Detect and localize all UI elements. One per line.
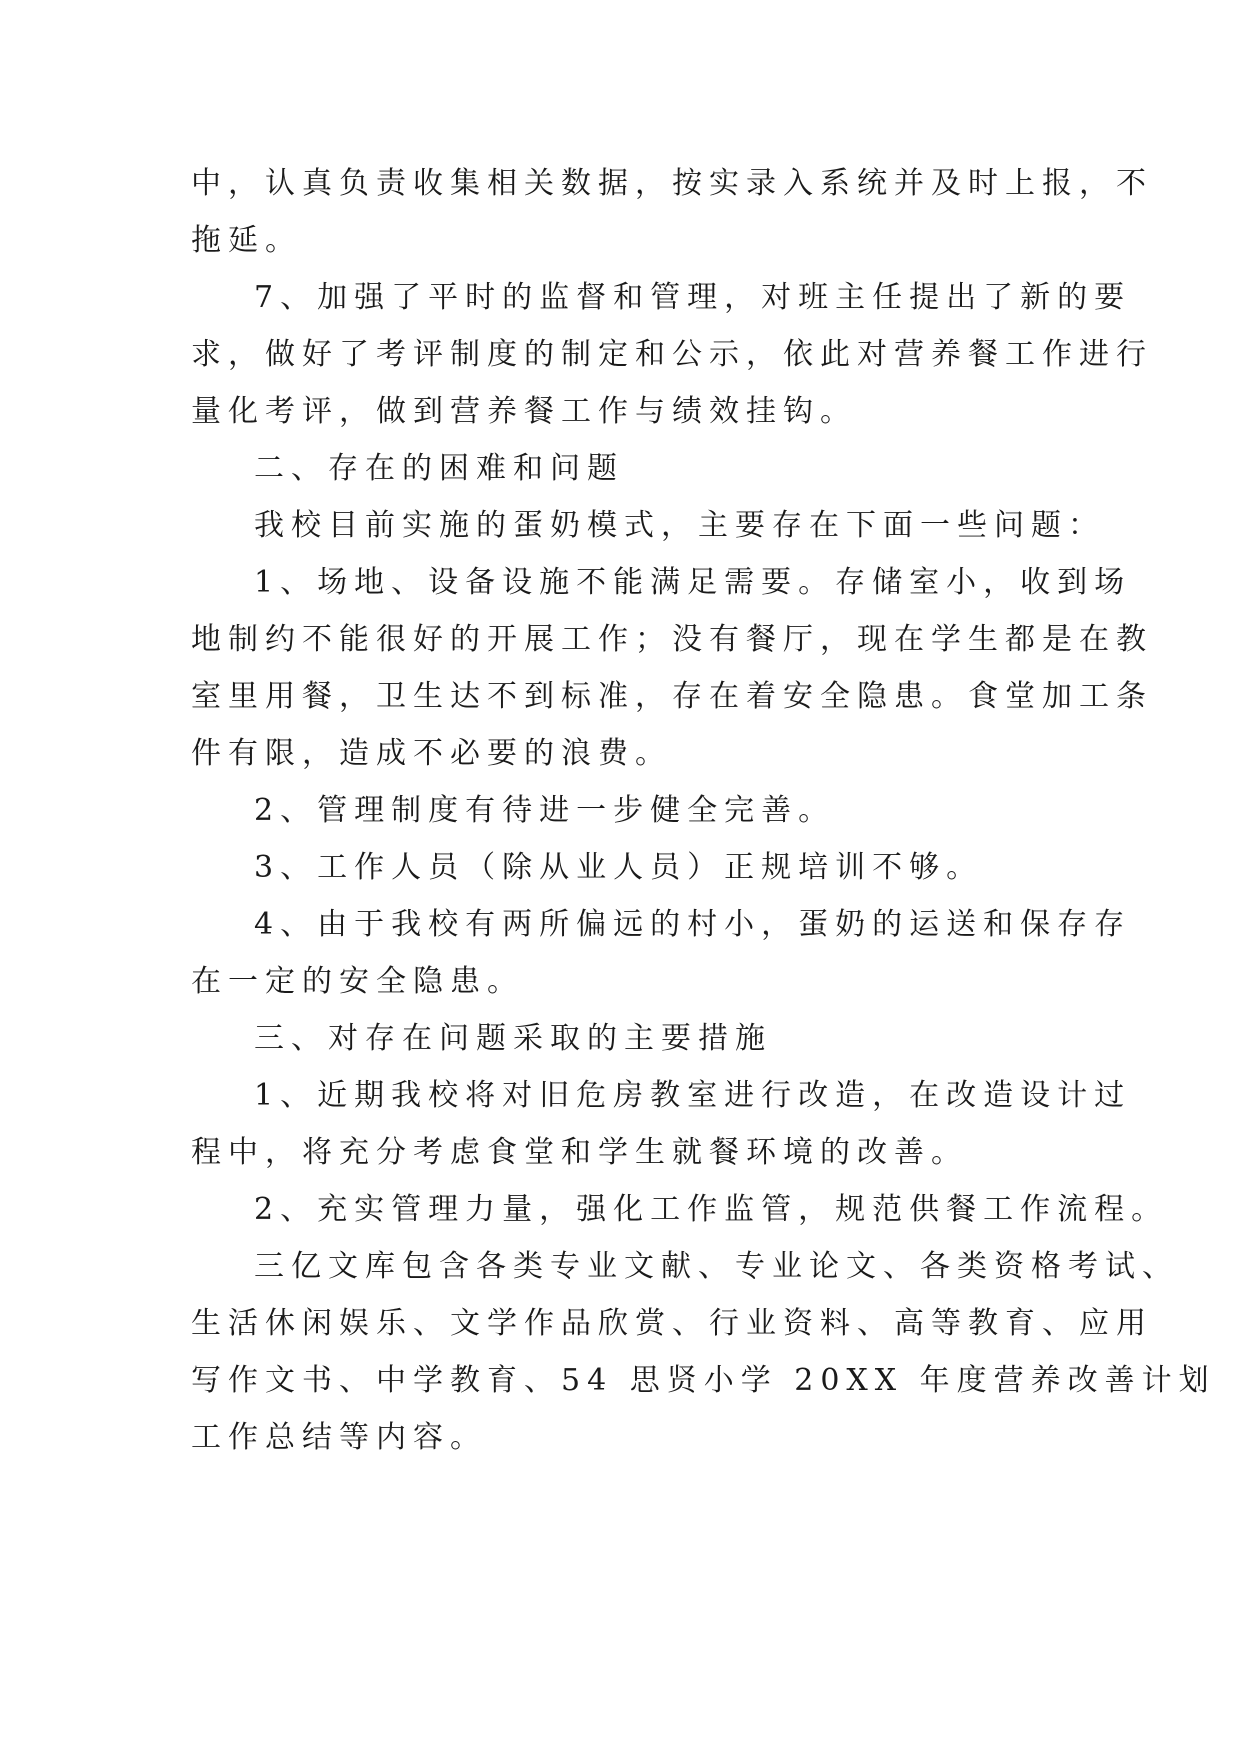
text-line: 中，认真负责收集相关数据，按实录入系统并及时上报，不	[191, 166, 1153, 201]
text-line: 1、近期我校将对旧危房教室进行改造，在改造设计过	[254, 1078, 1132, 1113]
text-line: 2、管理制度有待进一步健全完善。	[254, 793, 836, 828]
text-line: 写作文书、中学教育、54 思贤小学 20XX 年度营养改善计划	[191, 1363, 1216, 1398]
text-line: 地制约不能很好的开展工作；没有餐厅，现在学生都是在教	[191, 622, 1153, 657]
text-line: 量化考评，做到营养餐工作与绩效挂钩。	[191, 394, 857, 429]
text-line: 拖延。	[191, 223, 302, 258]
text-line: 3、工作人员（除从业人员）正规培训不够。	[254, 850, 984, 885]
text-line: 三亿文库包含各类专业文献、专业论文、各类资格考试、	[254, 1249, 1179, 1284]
document-page	[191, 155, 1216, 1466]
text-line: 4、由于我校有两所偏远的村小，蛋奶的运送和保存存	[254, 907, 1132, 942]
text-line: 求，做好了考评制度的制定和公示，依此对营养餐工作进行	[191, 337, 1153, 372]
text-line: 生活休闲娱乐、文学作品欣赏、行业资料、高等教育、应用	[191, 1306, 1153, 1341]
text-line: 7、加强了平时的监督和管理，对班主任提出了新的要	[254, 280, 1132, 315]
section-heading: 二、存在的困难和问题	[254, 451, 624, 486]
section-heading: 三、对存在问题采取的主要措施	[254, 1021, 772, 1056]
text-line: 工作总结等内容。	[191, 1420, 487, 1455]
text-line: 室里用餐，卫生达不到标准，存在着安全隐患。食堂加工条	[191, 679, 1153, 714]
text-line: 我校目前实施的蛋奶模式，主要存在下面一些问题：	[254, 508, 1105, 543]
text-line: 程中，将充分考虑食堂和学生就餐环境的改善。	[191, 1135, 968, 1170]
text-line: 件有限，造成不必要的浪费。	[191, 736, 672, 771]
text-line: 1、场地、设备设施不能满足需要。存储室小，收到场	[254, 565, 1132, 600]
text-line: 在一定的安全隐患。	[191, 964, 524, 999]
text-line: 2、充实管理力量，强化工作监管，规范供餐工作流程。	[254, 1192, 1169, 1227]
